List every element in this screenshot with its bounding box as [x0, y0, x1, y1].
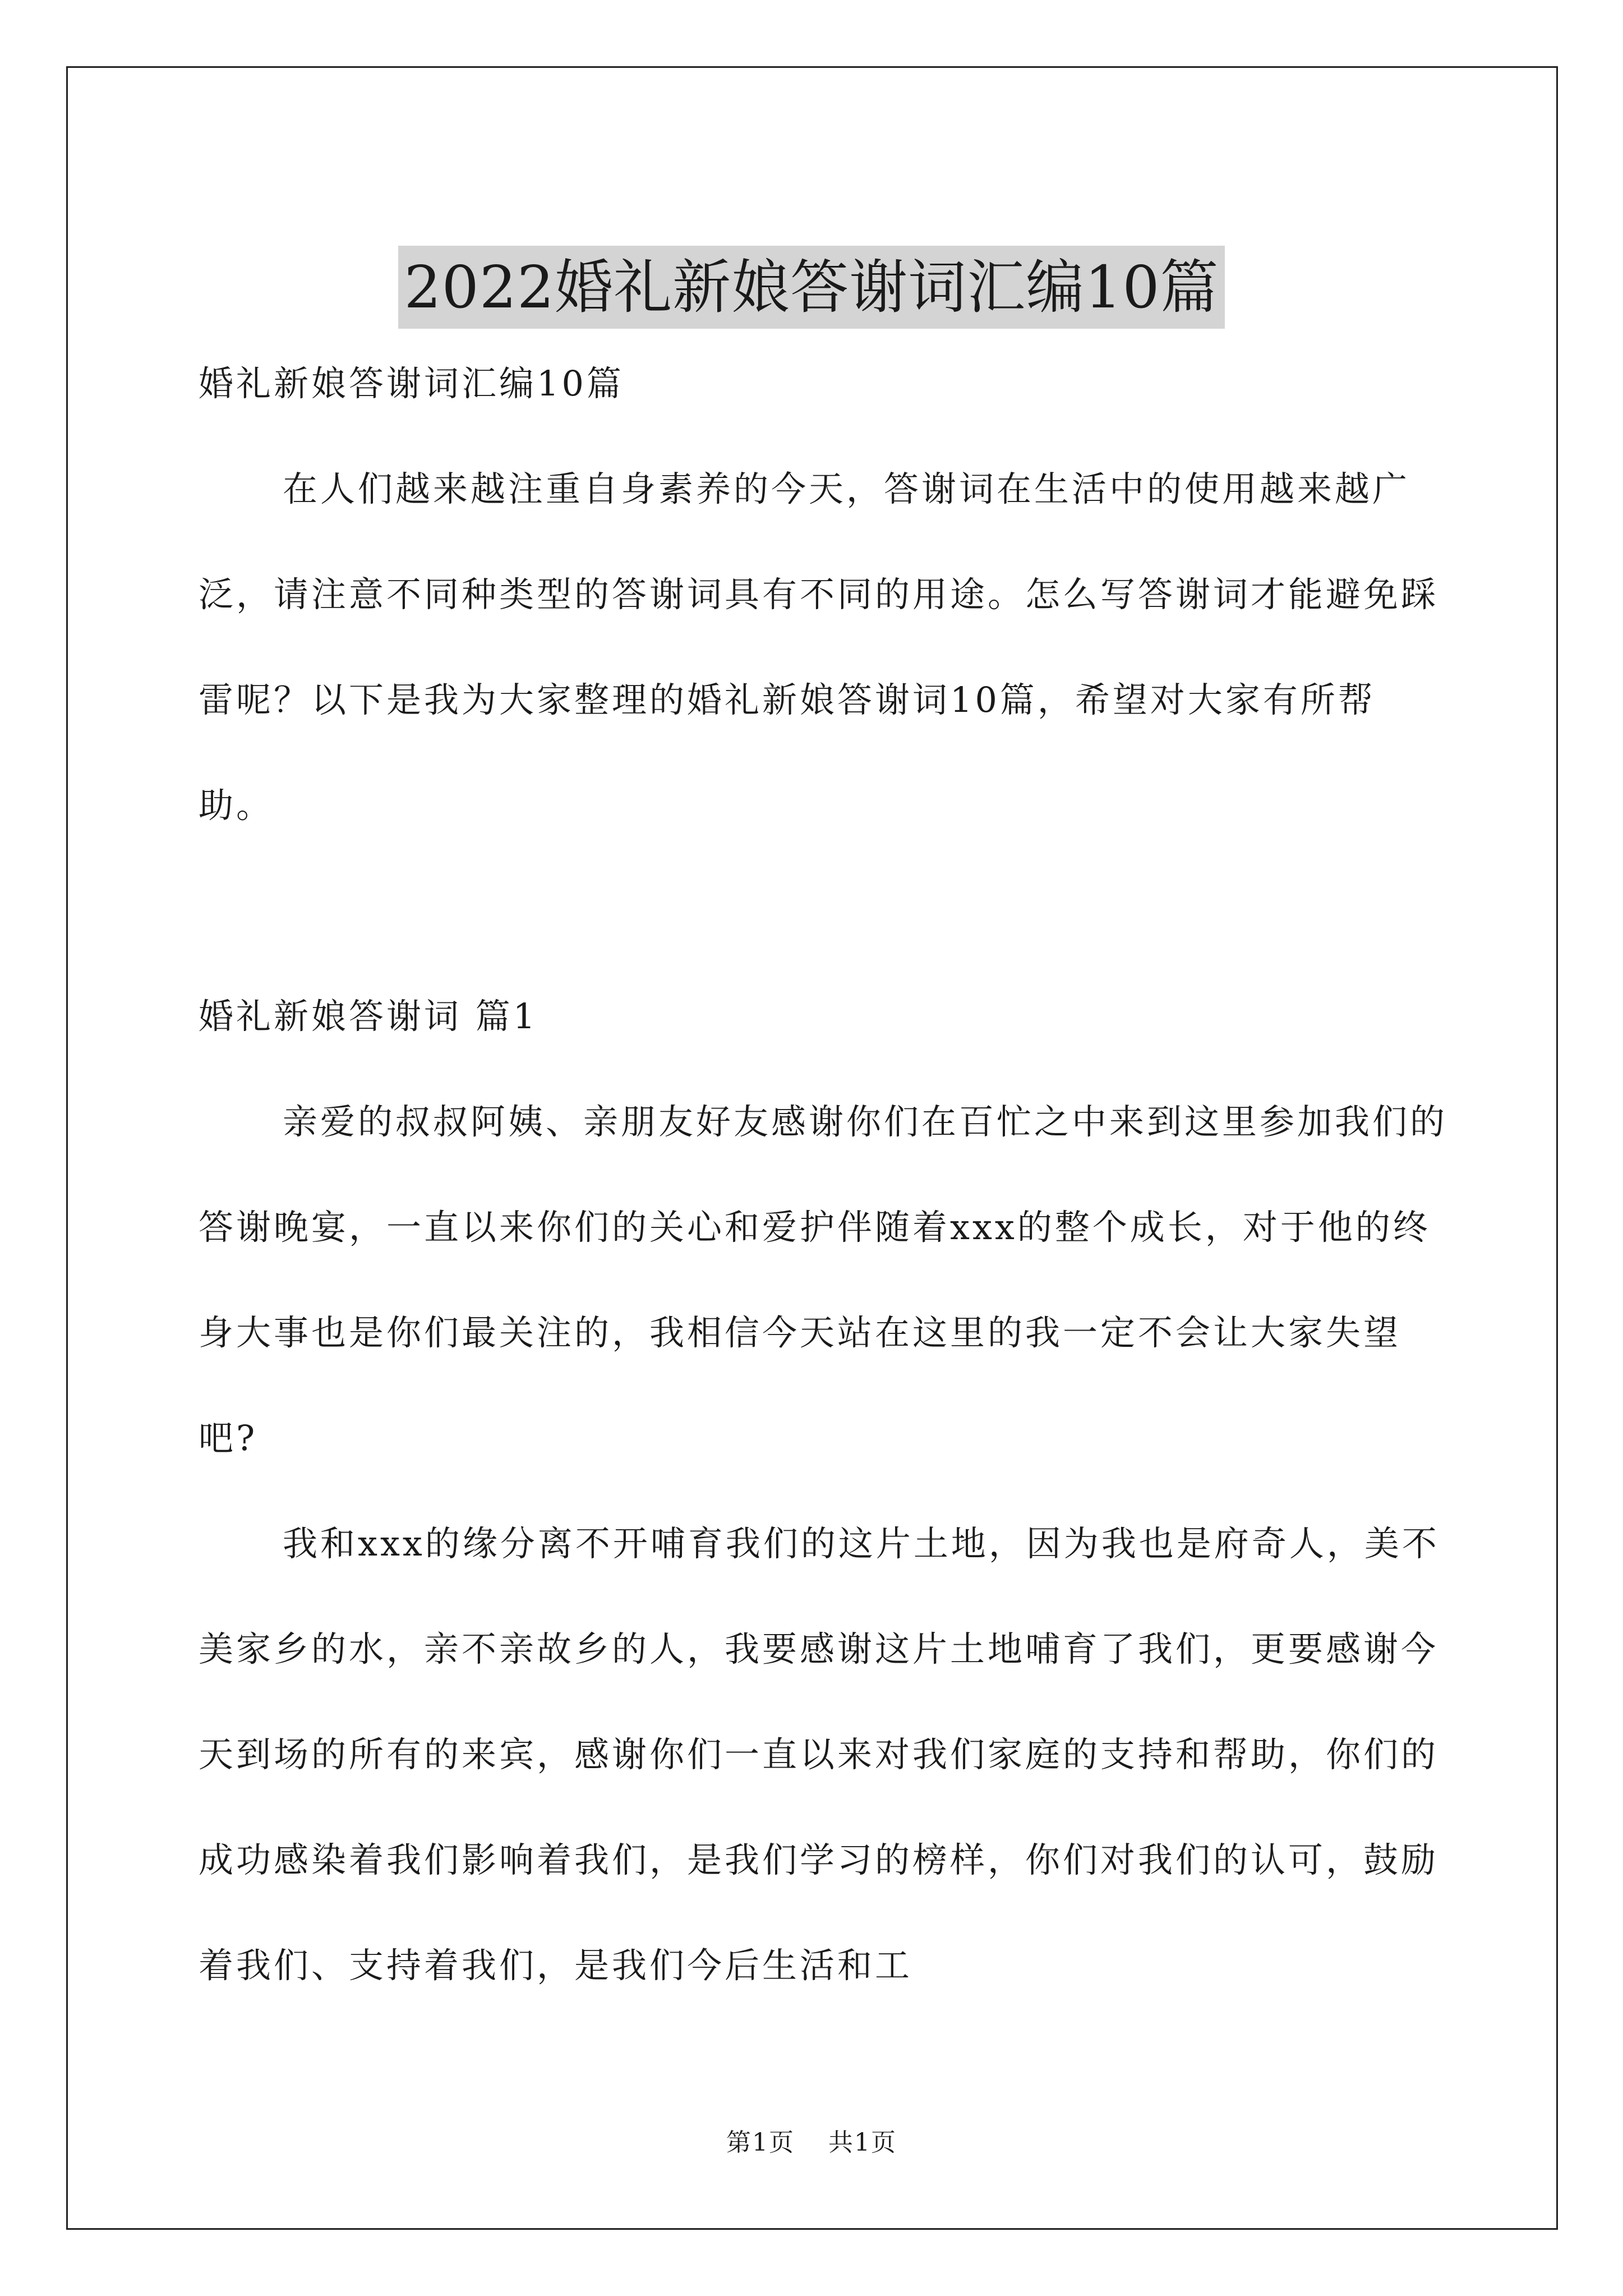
document-subtitle: 婚礼新娘答谢词汇编10篇 [199, 363, 624, 404]
page-total: 共1页 [828, 2128, 897, 2157]
section-heading: 婚礼新娘答谢词 篇1 [199, 996, 538, 1037]
page-footer [0, 2126, 1623, 2160]
section-spacer [199, 858, 1449, 964]
page-number: 第1页 [726, 2128, 795, 2157]
intro-paragraph: 在人们越来越注重自身素养的今天，答谢词在生活中的使用越来越广泛，请注意不同种类型的答谢词具有不同的用途。怎么写答谢词才能避免踩雷呢？以下是我为大家整理的婚礼新娘答谢词10篇，希望对大家有所帮助。 [199, 468, 1439, 826]
body-paragraph: 亲爱的叔叔阿姨、亲朋友好友感谢你们在百忙之中来到这里参加我们的答谢晚宴，一直以来你们的关心和爱护伴随着xxx的整个成长，对于他的终身大事也是你们最关注的，我相信今天站在这里的我一定不会让大家失望吧? [199, 1101, 1448, 1458]
body-paragraph: 我和xxx的缘分离不开哺育我们的这片土地，因为我也是府奇人，美不美家乡的水，亲不亲故乡的人，我要感谢这片土地哺育了我们，更要感谢今天到场的所有的来宾，感谢你们一直以来对我们家庭的支持和帮助，你们的成功感染着我们影响着我们，是我们学习的榜样，你们对我们的认可，鼓励着我们、支持着我们，是我们今后生活和工 [199, 1523, 1440, 1986]
document-title: 2022婚礼新娘答谢词汇编10篇 [398, 246, 1224, 329]
document-body [199, 331, 1449, 2018]
